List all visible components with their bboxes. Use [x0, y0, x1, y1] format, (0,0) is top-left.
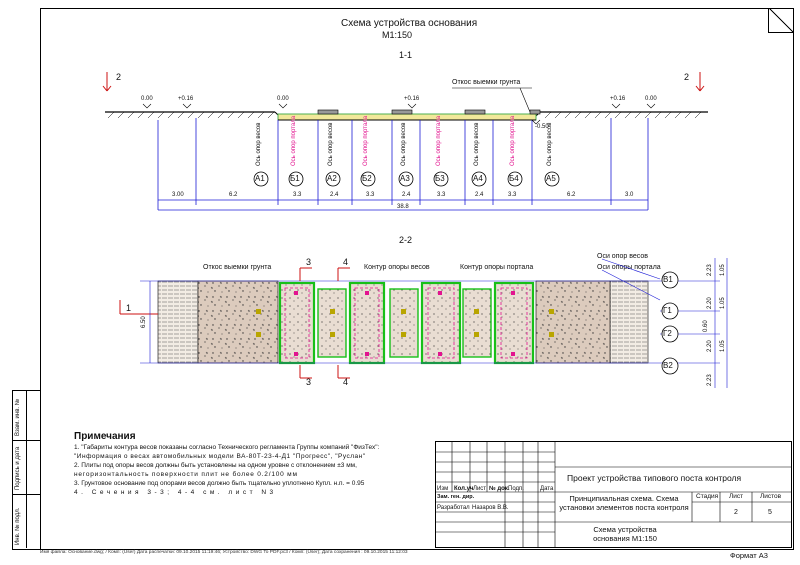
left-dim: 6.50 — [141, 316, 147, 328]
note-line: 1. "Габариты контура весов показаны согласно Технического регламента Группы компаний "ФизТех": — [74, 444, 380, 451]
row-axis-marker: Г2 — [663, 329, 672, 338]
slope-label-1: Откос выемки грунта — [452, 79, 521, 86]
dim: 3.3 — [366, 192, 375, 198]
level-mark: -0.50 — [535, 124, 549, 130]
right-dim: 1.05 — [720, 264, 726, 276]
note-line: негоризонтальность поверхности плит не более 0.2/100 мм — [74, 471, 298, 478]
page-title: Схема устройства основания — [341, 18, 478, 29]
row-axis-marker: В2 — [663, 361, 673, 370]
cut-mark-1: 1 — [126, 303, 132, 313]
cut-mark-left: 2 — [116, 72, 122, 82]
slope-label-2: Откос выемки грунта — [203, 264, 272, 271]
dim: 6.2 — [229, 192, 238, 198]
right-dim: 0.60 — [703, 320, 709, 332]
stamp-label: Подпись и дата — [15, 446, 21, 490]
axis-label-weigh: Ось опор весов — [474, 122, 480, 166]
cut-mark-4-bottom: 4 — [343, 377, 349, 387]
project-title: Проект устройства типового поста контроля — [567, 473, 742, 483]
stamp-label: Взам. инв. № — [15, 398, 21, 436]
level-mark: 0.00 — [277, 96, 289, 102]
cut-mark-4-top: 4 — [343, 257, 349, 267]
axis-marker: А3 — [400, 174, 410, 183]
weigh-contour-label: Контур опоры весов — [364, 264, 430, 271]
axis-label-weigh: Ось опор весов — [401, 122, 407, 166]
axis-marker: А4 — [473, 174, 483, 183]
axis-marker: Б2 — [362, 174, 372, 183]
notes-title: Примечания — [74, 431, 136, 442]
sheet-header: Лист — [729, 493, 744, 500]
role-label: Зам. ген. дир. — [437, 494, 475, 500]
dim: 3.3 — [437, 192, 446, 198]
note-line: "Информация о весах автомобильных модели ВА-80Т-23-4-Д1 "Прогресс", "Руслан" — [74, 453, 366, 460]
col-header: Лист — [473, 486, 487, 492]
role-label: Разработал — [437, 505, 470, 511]
level-mark: +0.16 — [610, 96, 626, 102]
section-2-label: 2-2 — [399, 235, 413, 245]
level-mark: 0.00 — [645, 96, 657, 102]
sheet-number: 2 — [734, 509, 738, 516]
axis-marker: А5 — [546, 174, 556, 183]
dim: 3.0 — [625, 192, 634, 198]
row-axis-marker: Г1 — [663, 306, 672, 315]
sheet-title: Принципиальная схема. Схема установки элементов поста контроля — [559, 494, 689, 512]
row-axis-marker: В1 — [663, 275, 673, 284]
col-header: Изм — [437, 486, 449, 492]
right-dim: 2.20 — [707, 340, 713, 352]
section-1-label: 1-1 — [399, 50, 413, 60]
cut-mark-3-bottom: 3 — [306, 377, 312, 387]
axis-label-weigh: Ось опор весов — [256, 122, 262, 166]
note-line: 2. Плиты под опоры весов должны быть установлены на одном уровне с отклонением ±3 мм, — [74, 462, 357, 469]
weigh-axes-label: Оси опор весов — [597, 253, 648, 260]
axis-marker: А2 — [327, 174, 337, 183]
axis-marker: Б3 — [435, 174, 445, 183]
page-scale: М1:150 — [382, 30, 413, 40]
author-name: Назаров В.В. — [472, 505, 509, 511]
dim: 2.4 — [330, 192, 339, 198]
axis-label-portal: Ось опор портала — [363, 115, 369, 166]
dim: 2.4 — [475, 192, 484, 198]
level-mark: +0.16 — [178, 96, 194, 102]
stage-header: Стадия — [696, 493, 719, 500]
right-dim: 1.05 — [720, 340, 726, 352]
level-mark: 0.00 — [141, 96, 153, 102]
axis-label-portal: Ось опор портала — [436, 115, 442, 166]
axis-label-weigh: Ось опор весов — [328, 122, 334, 166]
portal-axes-label: Оси опоры портала — [597, 264, 661, 271]
dim: 3.3 — [508, 192, 517, 198]
axis-label-portal: Ось опор портала — [291, 115, 297, 166]
cut-mark-3-top: 3 — [306, 257, 312, 267]
drawing-name: Схема устройства основания М1:150 — [593, 525, 657, 543]
dim: 3.3 — [293, 192, 302, 198]
cut-mark-right: 2 — [684, 72, 690, 82]
axis-marker: Б4 — [509, 174, 519, 183]
stamp-label: Инв. № подл. — [15, 507, 21, 545]
note-line: 4. Сечения 3-3; 4-4 см. лист N3 — [74, 489, 277, 496]
col-header: № док. — [489, 486, 510, 492]
col-header: Дата — [540, 486, 554, 492]
axis-label-portal: Ось опор портала — [510, 115, 516, 166]
axis-label-weigh: Ось опор весов — [547, 122, 553, 166]
right-dim: 2.23 — [707, 264, 713, 276]
dim: 3.00 — [172, 192, 184, 198]
format-label: Формат А3 — [730, 551, 768, 560]
sheets-count: 5 — [768, 509, 772, 516]
level-mark: +0.16 — [404, 96, 420, 102]
sheets-header: Листов — [760, 493, 782, 500]
dim: 6.2 — [567, 192, 576, 198]
right-dim: 2.20 — [707, 297, 713, 309]
portal-contour-label: Контур опоры портала — [460, 264, 534, 271]
right-dim: 1.05 — [720, 297, 726, 309]
total-dim: 38.8 — [397, 204, 409, 210]
col-header: Подп. — [508, 486, 524, 492]
right-dim: 2.23 — [707, 374, 713, 386]
note-line: 3. Грунтовое основание под опорами весов должно быть тщательно уплотнено Купл. н.п. = 0.95 — [74, 480, 365, 487]
axis-marker: Б1 — [290, 174, 300, 183]
col-header: Кол.уч — [454, 486, 474, 492]
dim: 2.4 — [402, 192, 411, 198]
axis-marker: А1 — [255, 174, 265, 183]
footer-info: Имя файла: Основание.dwg; / Комп: (User) Дата распечатки: 09.10.2015 11:19:46; Устройство: DWG To PDF.pc3 / Комп: (User); Дата сохранения : 09.10.2015 11:12:03 — [40, 550, 408, 555]
